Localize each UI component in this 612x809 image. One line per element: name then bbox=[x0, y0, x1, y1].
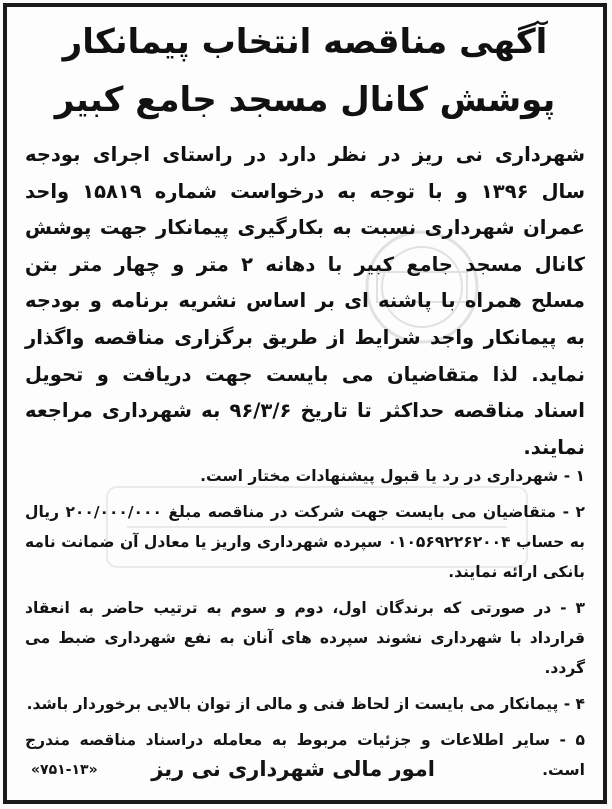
condition-item-2: ۲ - متقاضیان می بایست جهت شرکت در مناقصه مبلغ ۲۰۰/۰۰۰/۰۰۰ ریال به حساب ۰۱۰۵۶۹۲۲۶۲۰۰۴ سپرده شهرداری واریز یا معادل آن ضمانت نامه بانکی ارائه نمایند. bbox=[25, 503, 585, 581]
ad-footer bbox=[25, 752, 585, 786]
footer-signature: امور مالی شهرداری نی ریز bbox=[151, 757, 435, 781]
ad-title-line1: آگهی مناقصه انتخاب پیمانکار bbox=[62, 22, 548, 62]
ad-title-line2: پوشش کانال مسجد جامع کبیر bbox=[54, 80, 556, 120]
conditions-list bbox=[25, 461, 585, 785]
condition-item-5: ۵ - سایر اطلاعات و جزئیات مربوط به معامله دراسناد مناقصه مندرج است. bbox=[25, 731, 585, 779]
announcement-paragraph: شهرداری نی ریز در نظر دارد در راستای اجرای بودجه سال ۱۳۹۶ و با توجه به درخواست شماره ۱۵۸۱۹ واحد عمران شهرداری نسبت به بکارگیری پیمانکار جهت پوشش کانال مسجد جامع کبیر با دهانه ۲ متر و چهار متر بتن مسلح همراه با پاشنه ای بر اساس نشریه برنامه و بودجه به پیمانکار واجد شرایط از طریق برگزاری مناقصه واگذار نماید. لذا متقاضیان می بایست جهت دریافت و تحویل اسناد مناقصه حداکثر تا تاریخ ۹۶/۳/۶ به شهرداری مراجعه نمایند. bbox=[25, 143, 585, 459]
footer-code: «۷۵۱-۱۳» bbox=[31, 762, 98, 778]
condition-item-1: ۱ - شهرداری در رد یا قبول پیشنهادات مختار است. bbox=[200, 467, 585, 485]
condition-item-3: ۳ - در صورتی که برندگان اول، دوم و سوم به ترتیب حاضر به انعقاد قرارداد با شهرداری نشوند سپرده های آنان به نفع شهرداری ضبط می گردد. bbox=[25, 599, 585, 677]
condition-item-4: ۴ - پیمانکار می بایست از لحاظ فنی و مالی از توان بالایی برخوردار باشد. bbox=[26, 695, 585, 713]
ad-frame bbox=[3, 3, 607, 804]
